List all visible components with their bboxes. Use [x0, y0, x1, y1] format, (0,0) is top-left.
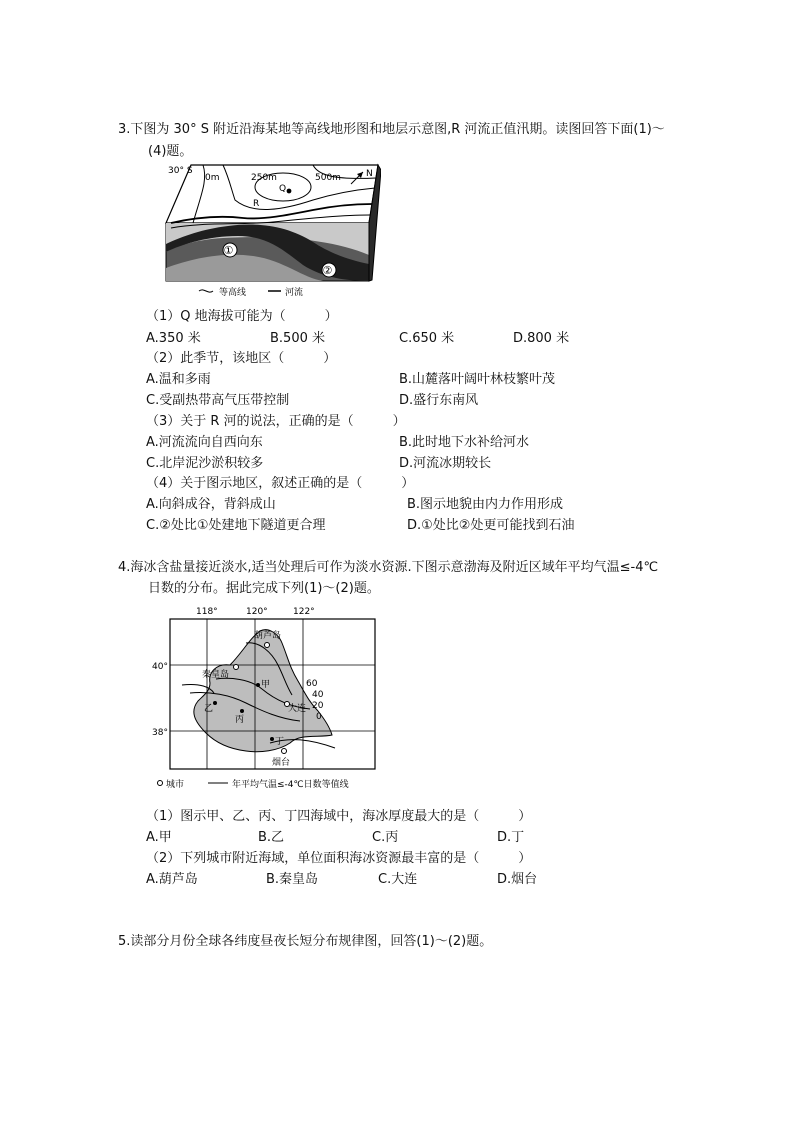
label-0m: 0m	[205, 173, 220, 183]
q3-sub4-d[interactable]: D.①处比②处更可能找到石油	[407, 518, 575, 533]
q3-sub4-a[interactable]: A.向斜成谷，背斜成山	[146, 497, 276, 512]
city-huludao: 葫芦岛	[254, 631, 282, 641]
q5-stem: 5.读部分月份全球各纬度昼夜长短分布规律图，回答(1)～(2)题。	[118, 934, 493, 949]
q3-sub1: （1）Q 地海拔可能为（ ）	[146, 309, 338, 324]
legend-contour: 等高线	[219, 288, 247, 298]
q3-sub2: （2）此季节，该地区（ ）	[146, 351, 337, 366]
lon-118: 118°	[196, 607, 218, 617]
q3-sub3-c[interactable]: C.北岸泥沙淤积较多	[146, 456, 264, 471]
lon-120: 120°	[246, 607, 268, 617]
value-60: 60	[306, 679, 318, 689]
q3-sub3-d[interactable]: D.河流冰期较长	[399, 456, 492, 471]
label-jia: 甲	[261, 680, 271, 690]
label-bing: 丙	[235, 715, 245, 725]
label-250m: 250m	[251, 173, 277, 183]
point-ding	[270, 737, 274, 741]
q4-sub1-c[interactable]: C.丙	[372, 830, 399, 845]
label-ding: 丁	[275, 737, 285, 747]
point-q	[287, 189, 292, 194]
q4-sub2: （2）下列城市附近海域，单位面积海冰资源最丰富的是（ ）	[146, 851, 532, 866]
point-jia	[256, 683, 260, 687]
q3-sub1-a[interactable]: A.350 米	[146, 331, 201, 346]
q3-sub1-d[interactable]: D.800 米	[513, 331, 570, 346]
label-q: Q	[279, 184, 287, 194]
label-yi: 乙	[204, 704, 214, 714]
legend-river: 河流	[285, 288, 304, 298]
value-0: 0	[316, 712, 322, 722]
q4-sub1-d[interactable]: D.丁	[497, 830, 525, 845]
q4-sub2-a[interactable]: A.葫芦岛	[146, 872, 198, 887]
q3-sub2-a[interactable]: A.温和多雨	[146, 372, 211, 387]
point-bing	[240, 709, 244, 713]
q3-block-diagram	[163, 160, 381, 298]
q3-sub2-d[interactable]: D.盛行东南风	[399, 393, 479, 408]
q4-sub2-b[interactable]: B.秦皇岛	[266, 872, 319, 887]
city-yantai-icon	[282, 749, 287, 754]
q3-sub3: （3）关于 R 河的说法，正确的是（ ）	[146, 414, 406, 429]
q3-sub4-b[interactable]: B.图示地貌由内力作用形成	[407, 497, 564, 512]
label-500m: 500m	[315, 173, 341, 183]
lon-122: 122°	[293, 607, 315, 617]
q4-sub1-a[interactable]: A.甲	[146, 830, 172, 845]
legend-contour-icon	[199, 290, 213, 292]
legend-isoline: 年平均气温≤-4℃日数等值线	[232, 780, 349, 790]
q4-stem-line1: 4.海冰含盐量接近淡水,适当处理后可作为淡水资源.下图示意渤海及附近区域年平均气温≤-4℃	[118, 560, 659, 575]
q4-sub2-d[interactable]: D.烟台	[497, 872, 538, 887]
city-yantai: 烟台	[272, 758, 291, 768]
city-qinhuangdao: 秦皇岛	[202, 670, 230, 680]
marker-2: ②	[322, 264, 333, 277]
q3-sub2-c[interactable]: C.受副热带高气压带控制	[146, 393, 290, 408]
label-r: R	[253, 199, 260, 209]
label-lat: 30° S	[168, 166, 193, 176]
q3-sub4: （4）关于图示地区，叙述正确的是（ ）	[146, 476, 415, 491]
legend-city-icon	[158, 781, 163, 786]
value-40: 40	[312, 690, 324, 700]
q4-sub1-b[interactable]: B.乙	[258, 830, 285, 845]
q4-stem-line2: 日数的分布。据此完成下列(1)～(2)题。	[148, 581, 380, 596]
point-yi	[213, 701, 217, 705]
legend-city: 城市	[166, 780, 185, 790]
q3-sub4-c[interactable]: C.②处比①处建地下隧道更合理	[146, 518, 326, 533]
city-huludao-icon	[265, 643, 270, 648]
q3-sub1-c[interactable]: C.650 米	[399, 331, 455, 346]
q3-stem-line1: 3.下图为 30° S 附近沿海某地等高线地形图和地层示意图,R 河流正值汛期。读图回答下面(1)～	[118, 122, 665, 137]
q3-sub3-a[interactable]: A.河流流向自西向东	[146, 435, 263, 450]
q3-sub2-b[interactable]: B.山麓落叶阔叶林枝繁叶茂	[399, 372, 556, 387]
q4-sub2-c[interactable]: C.大连	[378, 872, 418, 887]
q4-sub1: （1）图示甲、乙、丙、丁四海域中，海冰厚度最大的是（ ）	[146, 809, 532, 824]
q3-stem-line2: (4)题。	[148, 144, 193, 159]
q3-sub1-b[interactable]: B.500 米	[270, 331, 325, 346]
city-dalian: 大连	[288, 704, 307, 714]
q3-sub3-b[interactable]: B.此时地下水补给河水	[399, 435, 530, 450]
value-20: 20	[312, 701, 324, 711]
label-n: N	[366, 169, 373, 179]
marker-1: ①	[223, 244, 234, 257]
lat-38: 38°	[152, 728, 168, 738]
q4-bohai-map	[150, 603, 380, 793]
lat-40: 40°	[152, 662, 168, 672]
city-qinhuangdao-icon	[234, 665, 239, 670]
